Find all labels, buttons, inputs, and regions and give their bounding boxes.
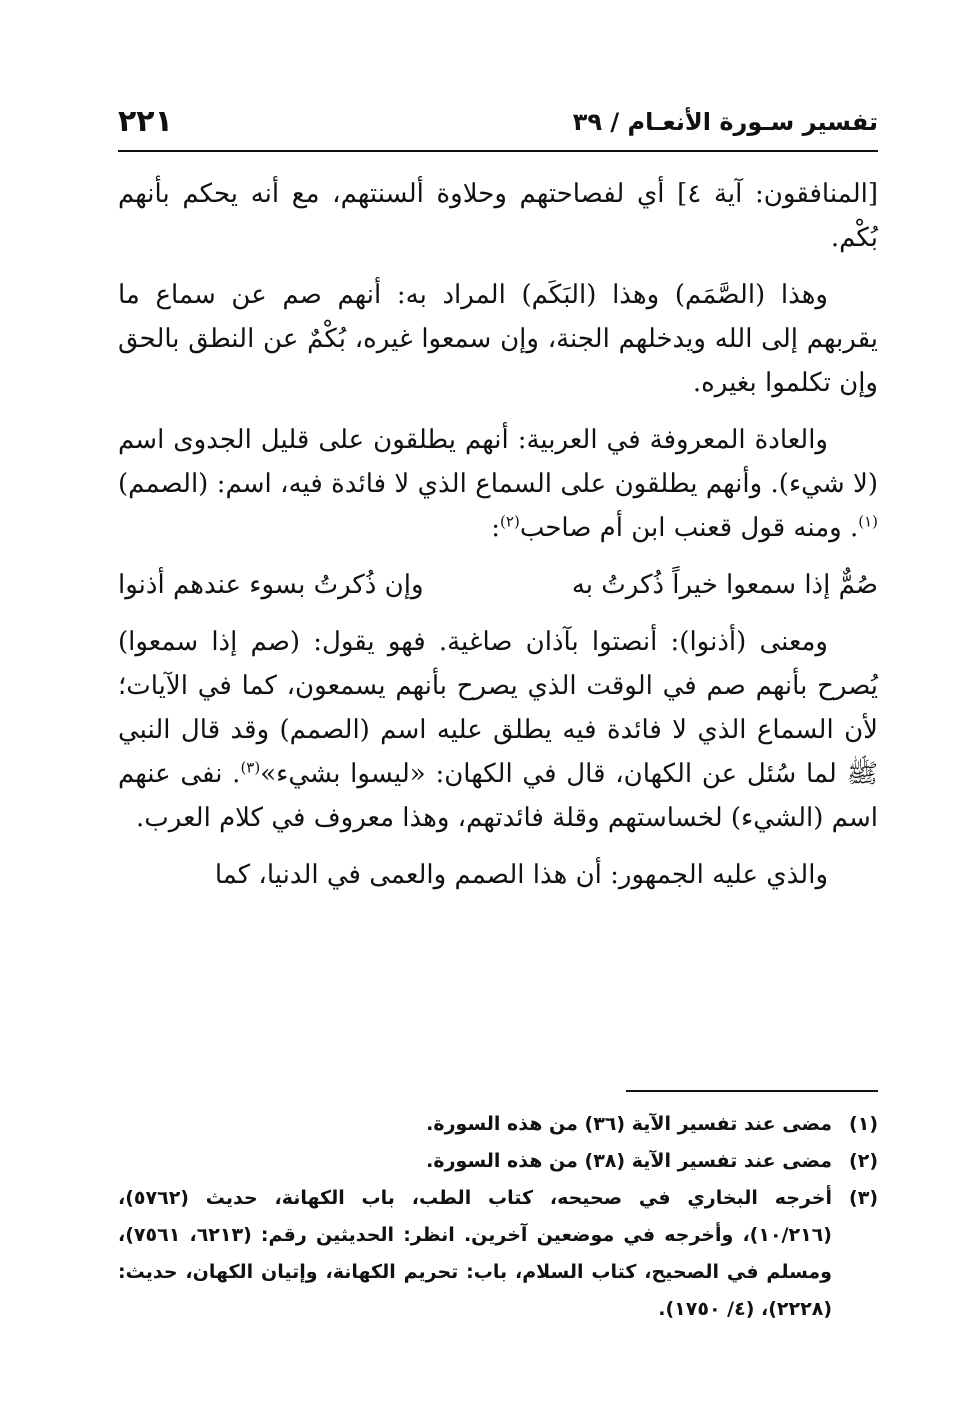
- paragraph-4: [118, 620, 878, 840]
- footnote-2: [118, 1143, 878, 1180]
- verse-first-hemistich: صُمٌّ إذا سمعوا خيراً ذُكرتُ به: [571, 570, 878, 600]
- running-title: تفسير سـورة الأنعـام / ٣٩: [572, 108, 878, 136]
- paragraph-4-text-b: . نفى عنهم اسم (الشيء) لخساستهم وقلة فائدتهم، وهذا معروف في كلام العرب.: [118, 759, 878, 833]
- paragraph-2: وهذا (الصَّمَم) وهذا (البَكَم) المراد به: أنهم صم عن سماع ما يقربهم إلى الله ويدخلهم الجنة، وإن سمعوا غيره، بُكْمٌ عن النطق بالحق وإن تكلموا بغيره.: [118, 280, 878, 398]
- footnote-text: مضى عند تفسير الآية (٣٦) من هذه السورة.: [426, 1113, 832, 1135]
- footnote-separator: [626, 1090, 878, 1092]
- paragraph-3-text-b: . ومنه قول قعنب ابن أم صاحب: [519, 513, 859, 543]
- footnote-number: (١): [849, 1113, 878, 1135]
- page-number: ٢٢١: [118, 104, 173, 139]
- header-rule: [118, 150, 878, 152]
- footnote-ref-2[interactable]: (٢): [500, 512, 520, 531]
- paragraph-5: والذي عليه الجمهور: أن هذا الصمم والعمى في الدنيا، كما: [214, 860, 828, 890]
- main-text: [118, 172, 878, 910]
- paragraph-4-text-a: ومعنى (أذنوا): أنصتوا بآذان صاغية. فهو يقول: (صم إذا سمعوا) يُصرح بأنهم صم في الوقت الذي يصرح بأنهم يسمعون، كما في الآيات؛ لأن السماع الذي لا فائدة فيه يطلق عليه اسم (الصمم) وقد قال النبي ﷺ لما سُئل عن الكهان، قال في الكهان: «ليسوا بشيء»: [118, 627, 878, 789]
- footnote-text: أخرجه البخاري في صحيحه، كتاب الطب، باب الكهانة، حديث (٥٧٦٢)، (١٠/٢١٦)، وأخرجه في موضعين آخرين. انظر: الحديثين رقم: (٦٢١٣، ٧٥٦١)، ومسلم في الصحيح، كتاب السلام، باب: تحريم الكهانة، وإتيان الكهان، حديث: (٢٢٢٨)، (٤/ ١٧٥٠).: [118, 1187, 832, 1320]
- footnote-3: [118, 1180, 878, 1328]
- footnote-text: مضى عند تفسير الآية (٣٨) من هذه السورة.: [426, 1150, 832, 1172]
- footnote-ref-3[interactable]: (٣): [240, 758, 261, 777]
- footnote-number: (٢): [849, 1150, 878, 1172]
- poetry-verse: [118, 563, 878, 607]
- paragraph-1: [المنافقون: آية ٤] أي لفصاحتهم وحلاوة ألسنتهم، مع أنه يحكم بأنهم بُكْم.: [118, 179, 878, 253]
- footnote-1: [118, 1106, 878, 1143]
- footnotes: [118, 1106, 878, 1328]
- running-header: [118, 104, 878, 150]
- verse-second-hemistich: وإن ذُكرتُ بسوء عندهم أذنوا: [118, 570, 424, 600]
- footnote-number: (٣): [849, 1187, 878, 1209]
- paragraph-3-text-c: :: [491, 513, 501, 543]
- footnote-ref-1[interactable]: (١): [858, 512, 878, 531]
- paragraph-3: [118, 418, 878, 550]
- paragraph-3-text-a: والعادة المعروفة في العربية: أنهم يطلقون على قليل الجدوى اسم (لا شيء). وأنهم يطلقون على السماع الذي لا فائدة فيه، اسم: (الصمم): [118, 425, 878, 499]
